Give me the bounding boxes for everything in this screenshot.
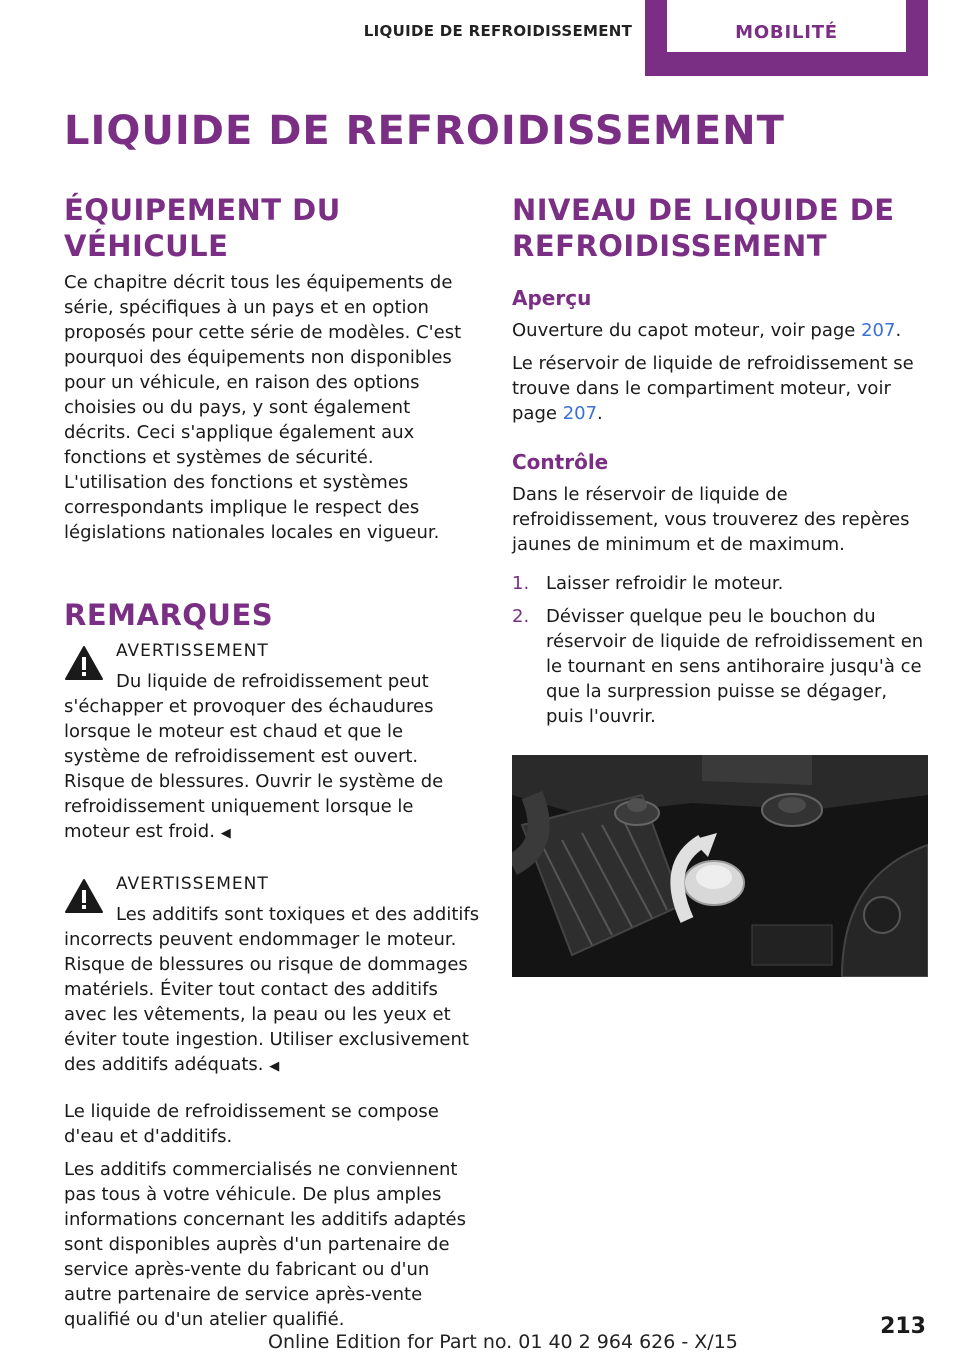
text: Ouverture du capot moteur, voir page (512, 320, 862, 341)
control-text: Dans le réservoir de liquide de refroidissement, vous trouverez des repères jaunes de minimum et de maximum. (512, 484, 910, 555)
list-item (512, 604, 928, 729)
end-mark: ◀ (269, 1059, 280, 1074)
steps-list (512, 571, 928, 729)
warning-lead: Du liquide de refroidissement peut (116, 671, 429, 692)
engine-compartment-photo (512, 755, 928, 977)
warning-title: AVERTISSEMENT (116, 641, 269, 661)
remarks-heading: REMARQUES (64, 598, 274, 632)
header-tab-label: MOBILITÉ (667, 0, 906, 52)
header-section-title: LIQUIDE DE REFROIDISSEMENT (363, 22, 633, 40)
warning-body-text: incorrects peuvent endommager le moteur. Risque de blessures ou risque de dommages matériels. Éviter tout contact des additifs avec les vêtements, la peau ou les yeux et éviter toute ingestion. Utiliser exclusivement des additifs adéquats. (64, 929, 469, 1075)
footer-edition: Online Edition for Part no. 01 40 2 964 626 - X/15 (268, 1331, 738, 1353)
warning-lead: Les additifs sont toxiques et des additifs (116, 904, 480, 925)
text: Le réservoir de liquide de refroidissement se trouve dans le compartiment moteur, voir page (512, 353, 914, 424)
list-item (512, 571, 928, 596)
paragraph: Les additifs commercialisés ne conviennent pas tous à votre véhicule. De plus amples informations concernant les additifs adaptés sont disponibles auprès d'un partenaire de service après-vente du fabricant ou d'un autre partenaire de service après-vente qualifié ou d'un atelier qualifié. (64, 1159, 466, 1330)
text: . (597, 403, 603, 424)
warning-block-1 (64, 639, 482, 846)
overview-paragraph-2 (512, 351, 928, 426)
warning-icon (64, 645, 104, 681)
page-link[interactable]: 207 (861, 320, 896, 341)
warning-body (64, 927, 482, 1079)
overview-paragraph-1 (512, 318, 928, 343)
equipment-heading: ÉQUIPEMENT DU VÉHICULE (64, 193, 341, 263)
coolant-level-heading: NIVEAU DE LIQUIDE DE REFROIDISSEMENT (512, 193, 895, 263)
header-tab (645, 0, 928, 76)
warning-body-text: s'échapper et provoquer des échaudures lorsque le moteur est chaud et que le système de refroidissement est ouvert. Risque de blessures. Ouvrir le système de refroidissement uniquement lorsque le moteur est froid. (64, 696, 444, 842)
equipment-text: Ce chapitre décrit tous les équipements de série, spécifiques à un pays et en option proposés pour cette série de modèles. C'est pourquoi des équipements non disponibles pour un véhicule, en raison des options choisies ou du pays, y sont également décrits. Ceci s'applique également aux fonctions et systèmes de sécurité. L'utilisation des fonctions et systèmes correspondants implique le respect des législations nationales locales en vigueur. (64, 272, 462, 543)
control-heading: Contrôle (512, 450, 609, 474)
overview-heading: Aperçu (512, 286, 592, 310)
warning-icon (64, 878, 104, 914)
paragraph: Le liquide de refroidissement se compose d'eau et d'additifs. (64, 1101, 439, 1147)
step-number: 2. (512, 606, 530, 627)
right-column (512, 192, 928, 977)
end-mark: ◀ (220, 826, 231, 841)
warning-body (64, 694, 482, 846)
page-link[interactable]: 207 (562, 403, 598, 424)
page-title: LIQUIDE DE REFROIDISSEMENT (64, 108, 785, 154)
text: . (895, 320, 902, 341)
step-number: 1. (512, 573, 530, 594)
warning-title: AVERTISSEMENT (116, 874, 269, 894)
step-text: Dévisser quelque peu le bouchon du réservoir de liquide de refroidissement en le tournant en sens antihoraire jusqu'à ce que la surpression puisse se dégager, puis l'ouvrir. (546, 606, 924, 727)
page-number: 213 (880, 1314, 926, 1339)
step-text: Laisser refroidir le moteur. (546, 573, 784, 594)
warning-block-2 (64, 872, 482, 1079)
left-column (64, 192, 482, 1332)
